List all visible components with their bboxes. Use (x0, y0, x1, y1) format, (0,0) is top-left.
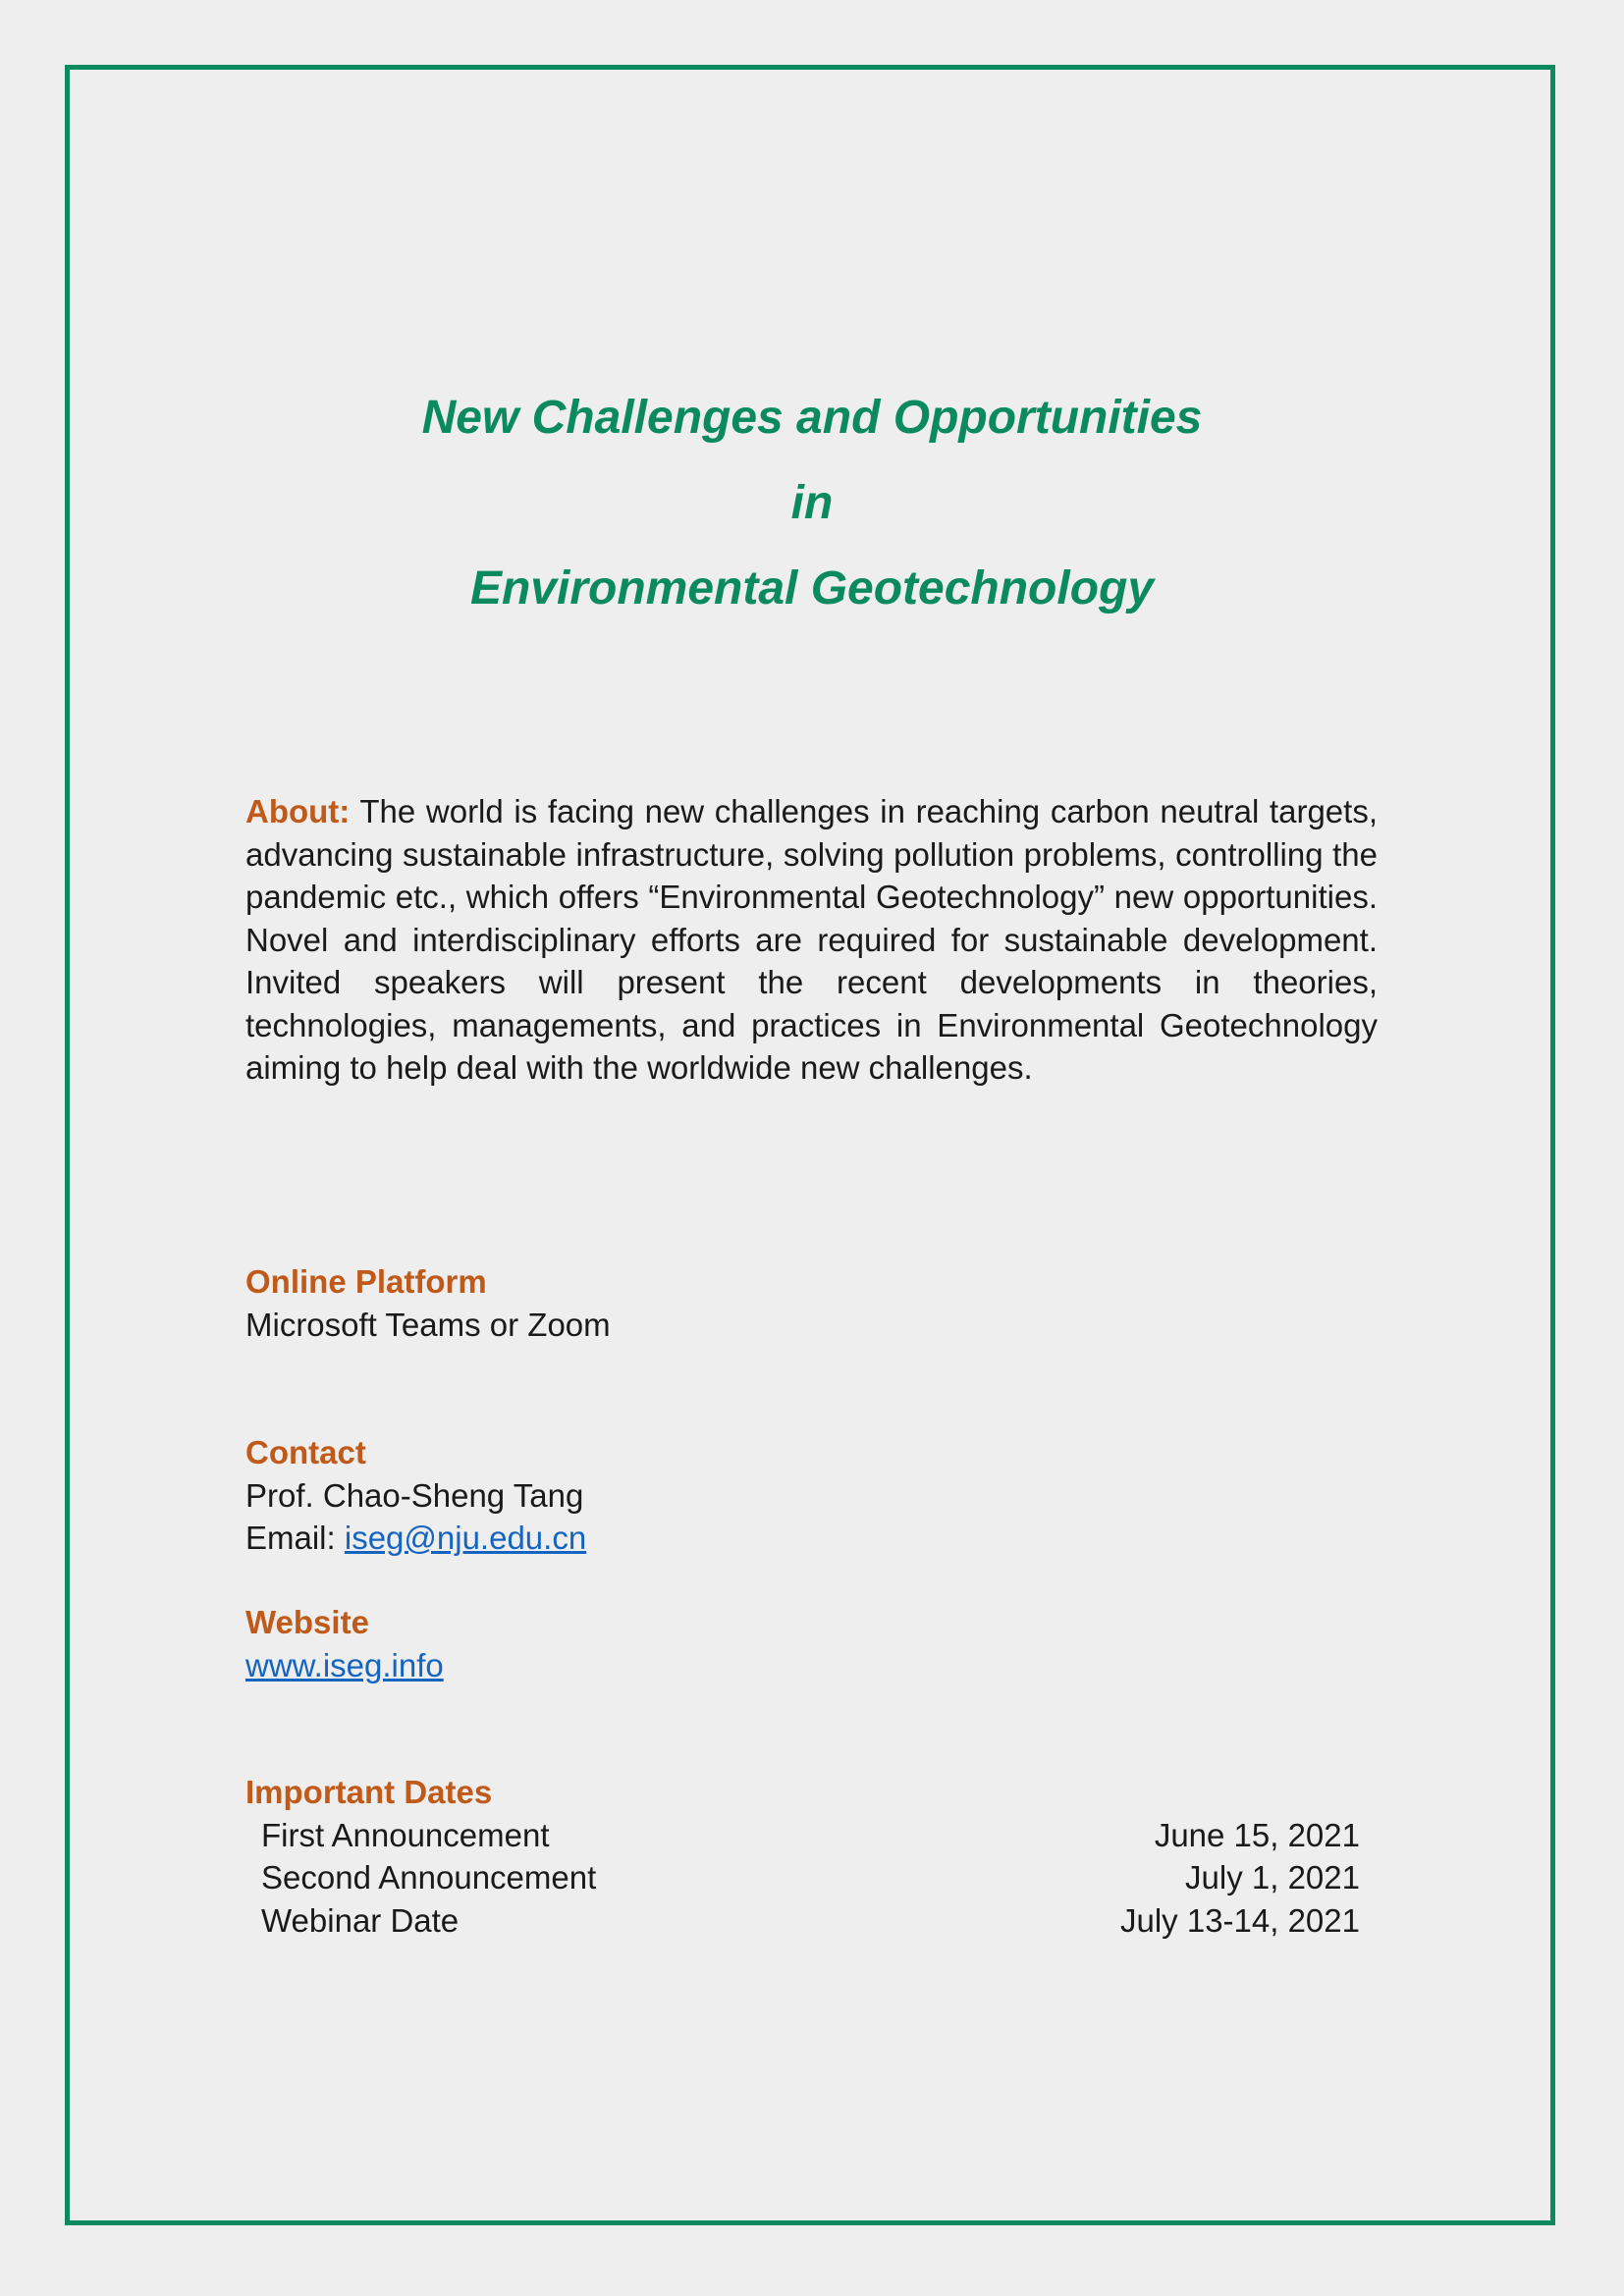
platform-heading: Online Platform (245, 1263, 487, 1300)
contact-name: Prof. Chao-Sheng Tang (245, 1476, 584, 1514)
date-row (245, 1814, 1378, 1857)
date-label: Webinar Date (261, 1901, 460, 1939)
dates-section (245, 1771, 1378, 1942)
website-link[interactable]: www.iseg.info (245, 1646, 444, 1683)
email-link[interactable]: iseg@nju.edu.cn (344, 1520, 587, 1556)
about-text: The world is facing new challenges in reaching carbon neutral targets, advancing sustainable infrastructure, solving pollution problems, controlling the pandemic etc., which offers “Environmental Geotechnology” new opportunities. Novel and interdisciplinary efforts are required for sustainable development. Invited speakers will present the recent developments in theories, technologies, managements, and practices in Environmental Geotechnology aiming to help deal with the worldwide new challenges. (245, 793, 1378, 1086)
date-row (245, 1899, 1378, 1943)
email-label: Email: (245, 1520, 336, 1556)
website-heading: Website (245, 1604, 369, 1640)
contact-email-line (245, 1517, 1378, 1560)
contact-heading: Contact (245, 1434, 366, 1470)
document-title (0, 375, 1624, 631)
date-value: July 1, 2021 (1185, 1859, 1360, 1896)
platform-value: Microsoft Teams or Zoom (245, 1306, 611, 1343)
title-line-3: Environmental Geotechnology (469, 562, 1155, 614)
date-label: First Announcement (261, 1816, 550, 1853)
date-value: June 15, 2021 (1154, 1816, 1360, 1853)
date-label: Second Announcement (261, 1859, 597, 1896)
title-line-1: New Challenges and Opportunities (421, 392, 1203, 444)
title-line-2: in (790, 477, 834, 529)
date-row (245, 1856, 1378, 1899)
date-value: July 13-14, 2021 (1119, 1901, 1360, 1939)
dates-heading: Important Dates (245, 1774, 493, 1810)
contact-section (245, 1431, 1378, 1560)
about-section (245, 790, 1378, 1090)
platform-section (245, 1260, 1378, 1346)
website-section (245, 1601, 1378, 1686)
about-label: About: (245, 793, 351, 829)
